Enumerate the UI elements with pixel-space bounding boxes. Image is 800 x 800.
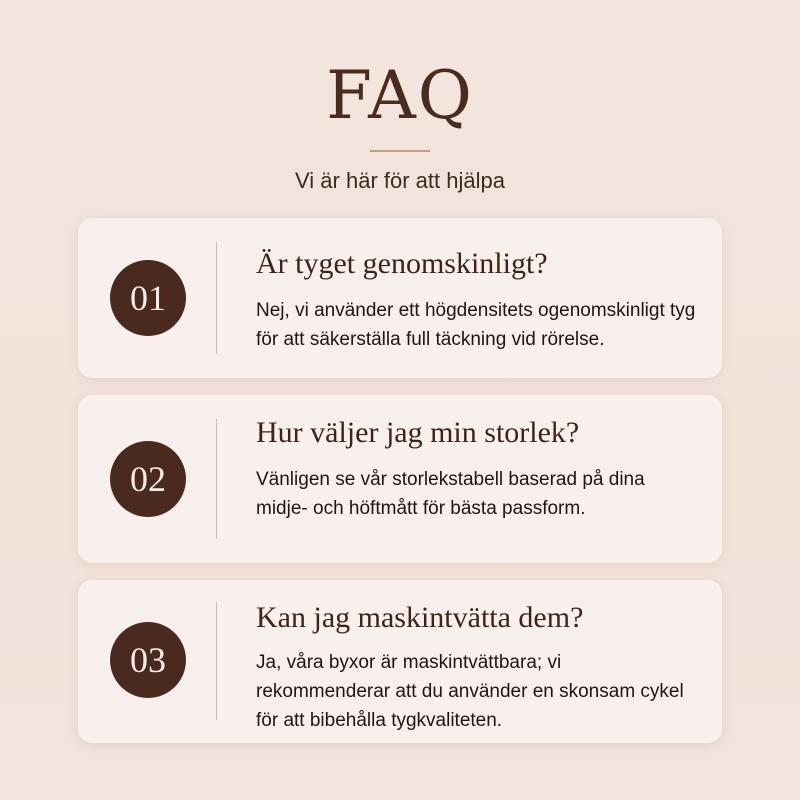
faq-item-3 bbox=[78, 580, 722, 743]
card-divider bbox=[216, 602, 217, 720]
card-divider bbox=[216, 242, 217, 354]
faq-question: Kan jag maskintvätta dem? bbox=[256, 601, 584, 634]
page-title: FAQ bbox=[326, 57, 474, 134]
faq-item-2 bbox=[78, 395, 722, 563]
faq-number-badge: 01 bbox=[110, 260, 186, 336]
faq-answer: Ja, våra byxor är maskintvättbara; vi rekommenderar att du använder en skonsam cykel för att bibehålla tygkvaliteten. bbox=[256, 652, 684, 731]
faq-number-badge: 02 bbox=[110, 441, 186, 517]
card-divider bbox=[216, 419, 217, 539]
faq-answer: Vänligen se vår storlekstabell baserad på dina midje- och höftmått för bästa passform. bbox=[256, 469, 645, 519]
page-subtitle: Vi är här för att hjälpa bbox=[295, 168, 505, 193]
faq-number-badge: 03 bbox=[110, 622, 186, 698]
faq-question: Hur väljer jag min storlek? bbox=[256, 416, 580, 449]
title-divider bbox=[370, 150, 430, 152]
faq-item-1 bbox=[78, 218, 722, 378]
faq-answer: Nej, vi använder ett högdensitets ogenomskinligt tyg för att säkerställa full täckning vid rörelse. bbox=[256, 300, 696, 350]
faq-question: Är tyget genomskinligt? bbox=[256, 247, 548, 280]
